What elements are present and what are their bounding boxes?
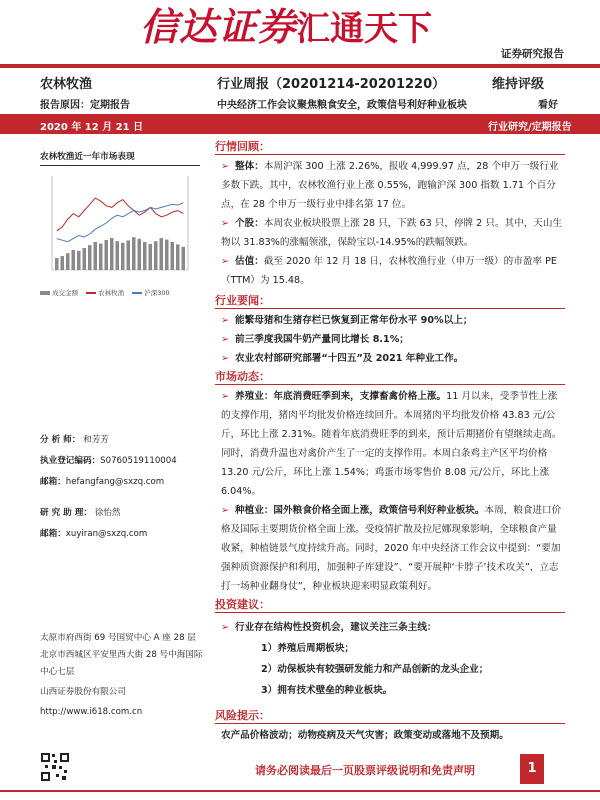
volume-bar [105, 240, 109, 270]
report-reason: 报告原因：定期报告 [40, 100, 130, 111]
section-rule [215, 308, 565, 309]
email-label: 邮箱： [40, 477, 66, 487]
legend-item: 农林牧渔 [86, 288, 124, 297]
chart-title: 农林牧渔近一年市场表现 [40, 152, 135, 162]
volume-bar [88, 245, 92, 270]
review-item: ➢ 估值：截至 2020 年 12 月 18 日，农林牧渔行业（申万一级）的市盈率 PE（TTM）为 15.48。 [221, 256, 557, 286]
market-list [215, 387, 565, 596]
section-title-invest: 投资建议： [215, 598, 270, 611]
series-line-sector [57, 198, 184, 231]
report-date: 2020 年 12 月 21 日 [40, 122, 144, 133]
invest-list [215, 617, 565, 701]
news-list [215, 311, 565, 368]
review-item: ➢ 整体：本周沪深 300 上涨 2.26%，报收 4,999.97 点，28 个申万一级行业多数下跌。其中，农林牧渔行业上涨 0.55%，跑输沪深 300 指数 1.71 个百分点，在 28 个申万一级行业中排名第 17 位。 [221, 161, 559, 210]
section-rule [215, 154, 565, 155]
chart-title-rule [40, 165, 200, 166]
section-title-market: 市场动态： [215, 370, 270, 383]
invest-item: 2）动保板块有较强研发能力和产品创新的龙头企业； [261, 664, 489, 675]
volume-bar [72, 250, 76, 270]
section-rule [215, 723, 565, 724]
market-item: ➢ 养殖业：年底消费旺季到来，支撑畜禽价格上涨。11 月以来，受季节性上涨的支撑作用，猪肉平均批发价格连续回升。本周猪肉平均批发价格 43.83 元/公斤，环比上涨 2.31%。随着年底消费旺季的到来，预计后期猪价有望继续走高。同时，消费升温也对禽价产生了一定的支撑作用。本周白条鸡主产区平均价格 13.20 元/公斤，环比上涨 1.54%；鸡蛋市场零售价 8.08 元/公斤，环比上涨 6.04%。 [221, 391, 562, 497]
volume-bar [99, 244, 103, 270]
news-item: ➢ 前三季度我国牛奶产量同比增长 8.1%； [221, 334, 409, 345]
volume-bar [154, 241, 158, 270]
brand-logo: 信达证券汇通天下 [140, 4, 433, 49]
section-title-news: 行业要闻： [215, 294, 270, 307]
section-rule [215, 612, 565, 613]
page-number: 1 [520, 754, 544, 784]
volume-bar [143, 242, 147, 270]
volume-bar [66, 253, 70, 270]
review-item: ➢ 个股：本周农业板块股票上涨 28 只，下跌 63 只，停牌 2 只。其中，天山生物以 31.83%的涨幅领涨，保龄宝以-14.95%的跌幅领跌。 [221, 218, 563, 248]
assistant-label: 研 究 助 理： [40, 508, 92, 518]
volume-bar [127, 240, 131, 270]
market-chart [40, 170, 200, 288]
volume-bar [61, 256, 65, 270]
sector-name: 农林牧渔 [40, 77, 93, 92]
assistant-name: 徐怡然 [94, 508, 121, 518]
legend-item: 成交金额 [40, 288, 78, 297]
footer-disclaimer[interactable]: 请务必阅读最后一页股票评级说明和免责声明 [255, 764, 475, 777]
qr-code-icon [40, 752, 70, 782]
review-list [215, 157, 565, 290]
report-title: 行业周报（20201214-20201220） [217, 77, 446, 92]
date-bar [0, 114, 600, 134]
analyst-block [40, 430, 205, 545]
section-title-review: 行情回顾： [215, 140, 270, 153]
report-type: 证券研究报告 [501, 48, 564, 60]
main-content [215, 138, 565, 745]
market-item: ➢ 种植业：国外粮食价格全面上涨，政策信号利好种业板块。本周，粮食进口价格及国际主要期货价格全面上涨。受疫情扩散及拉尼娜现象影响，全球粮食产量收紧，种植链景气度持续升高。同时，2020 年中央经济工作会议中提到：“要加强种质资源保护和利用，加强种子库建设”、“要开展种‘卡脖子’技术攻关”，立志打一场种业翻身仗”，种业板块迎来明显政策利好。 [221, 505, 562, 592]
volume-bar [165, 240, 169, 270]
analyst-label: 分 析 师： [40, 435, 81, 445]
address-1: 太原市府西街 69 号国贸中心 A 座 28 层 [40, 633, 196, 643]
cert-label: 执业登记编码： [40, 456, 101, 466]
address-2: 北京市西城区平安里西大街 28 号中海国际中心七层 [40, 650, 203, 677]
cert-number: S0760519110004 [100, 456, 177, 466]
volume-bar [116, 241, 120, 270]
volume-bar [94, 242, 98, 270]
legend-item: 沪深300 [132, 288, 170, 297]
assistant-email[interactable]: xuyiran@sxzq.com [65, 529, 148, 539]
chart-card [40, 150, 200, 300]
volume-bar [138, 239, 142, 270]
volume-bar [182, 247, 186, 270]
invest-item: 1）养殖后周期板块； [261, 643, 355, 654]
news-item: ➢ 农业农村部研究部署“十四五”及 2021 年种业工作。 [221, 353, 464, 364]
volume-bar [121, 243, 125, 270]
volume-bar [132, 237, 136, 270]
website-link[interactable]: http://www.i618.com.cn [40, 707, 143, 717]
volume-bar [110, 238, 114, 270]
headline: 中央经济工作会议聚焦粮食安全，政策信号利好种业板块 [217, 100, 467, 111]
section-rule [215, 384, 565, 385]
rating: 维持评级 [492, 77, 545, 92]
volume-bar [176, 244, 180, 270]
volume-bar [171, 242, 175, 270]
series-line-index [57, 203, 184, 242]
assistant-email-label: 邮箱： [40, 529, 66, 539]
section-title-risk: 风险提示： [215, 709, 270, 722]
header-rule [0, 64, 600, 68]
outlook: 看好 [538, 100, 558, 111]
company-name: 山西证券股份有限公司 [40, 687, 126, 697]
report-category: 行业研究/定期报告 [488, 122, 572, 133]
volume-bar [55, 258, 59, 270]
analyst-name: 和芳芳 [83, 435, 109, 445]
risk-text: 农产品价格波动；动物疫病及天气灾害；政策变动或落地不及预期。 [221, 730, 509, 741]
analyst-email[interactable]: hefangfang@sxzq.com [65, 477, 165, 487]
invest-intro: ➢ 行业存在结构性投资机会，建议关注三条主线： [221, 622, 437, 633]
chart-legend [40, 288, 200, 297]
volume-bar [149, 244, 153, 270]
volume-bar [83, 248, 87, 270]
news-item: ➢ 能繁母猪和生猪存栏已恢复到正常年份水平 90%以上； [221, 315, 473, 326]
volume-bar [77, 251, 81, 270]
volume-bar [160, 238, 164, 270]
address-block [40, 630, 210, 721]
invest-item: 3）拥有技术壁垒的种业板块。 [261, 685, 393, 696]
footer-rule [0, 790, 600, 792]
